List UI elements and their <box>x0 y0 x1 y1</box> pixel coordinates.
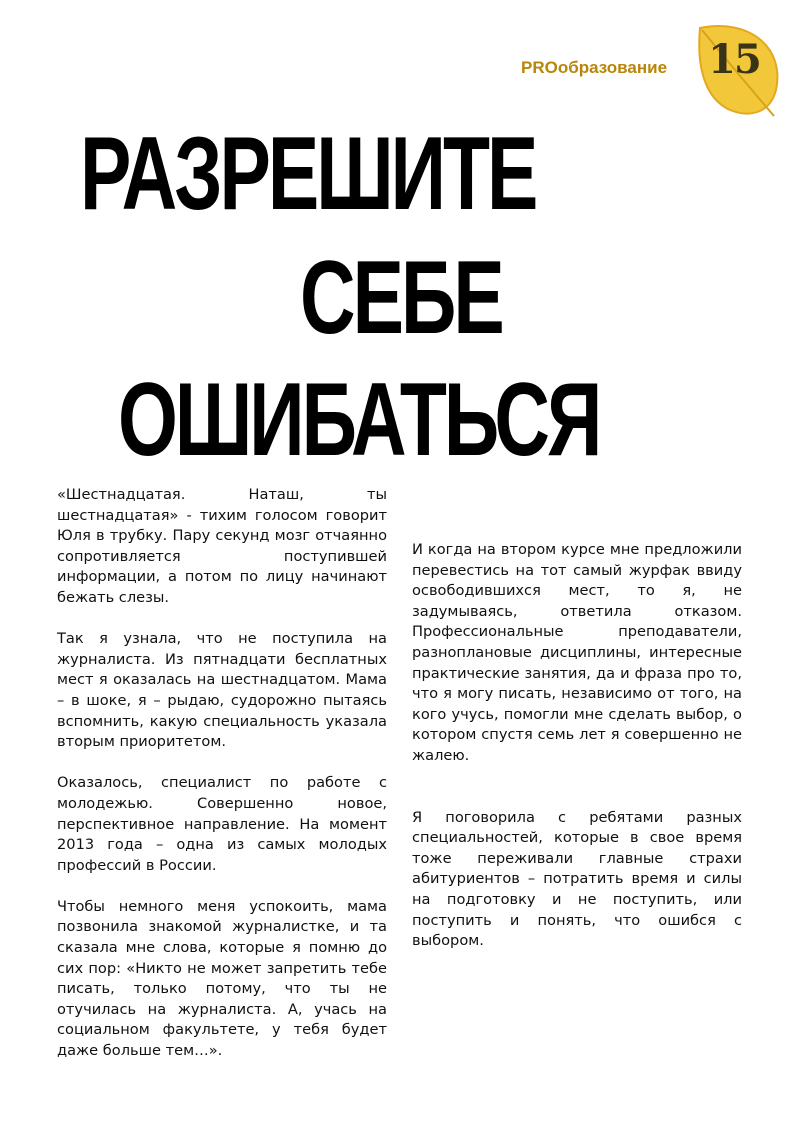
paragraph: И когда на втором курсе мне предложили перевестись на тот самый журфак ввиду освободившихся мест, то я, не задумываясь, ответила отказом. Профессиональные преподаватели, разноплановые дисциплины, интересные практические занятия, да и фраза про то, что я могу писать, независимо от того, на кого учусь, помогли мне сделать выбор, о котором спустя семь лет я совершенно не жалею. <box>412 541 742 764</box>
paragraph: «Шестнадцатая. Наташ, ты шестнадцатая» - тихим голосом говорит Юля в трубку. Пару секунд мозг отчаянно сопротивляется поступившей информации, а потом по лицу начинают бежать слезы. <box>57 486 387 606</box>
left-column <box>57 485 387 1082</box>
paragraph: Чтобы немного меня успокоить, мама позвонила знакомой журналистке, и та сказала мне слова, которые я помню до сих пор: «Никто не может запретить тебе писать, только потому, что ты не отучилась на журналиста. А, учась на социальном факультете, у тебя будет даже больше тем…». <box>57 897 387 1060</box>
page-number: 15 <box>708 36 760 83</box>
right-column <box>412 540 742 972</box>
headline-line-3: ОШИБАТЬСЯ <box>118 362 600 478</box>
headline-line-2: СЕБЕ <box>300 240 502 356</box>
paragraph: Оказалось, специалист по работе с молодежью. Совершенно новое, перспективное направление. На момент 2013 года – одна из самых молодых профессий в России. <box>57 774 387 874</box>
paragraph: Я поговорила с ребятами разных специальностей, которые в свое время тоже переживали главные страхи абитуриентов – потратить время и силы на подготовку и не поступить, или поступить и понять, что ошибся с выбором. <box>412 808 742 950</box>
headline-line-1: РАЗРЕШИТЕ <box>80 116 536 232</box>
section-label: PROобразование <box>521 58 668 77</box>
paragraph: Так я узнала, что не поступила на журналиста. Из пятнадцати бесплатных мест я оказалась на шестнадцатом. Мама – в шоке, я – рыдаю, судорожно пытаясь вспомнить, какую специальность указала вторым приоритетом. <box>57 630 387 751</box>
